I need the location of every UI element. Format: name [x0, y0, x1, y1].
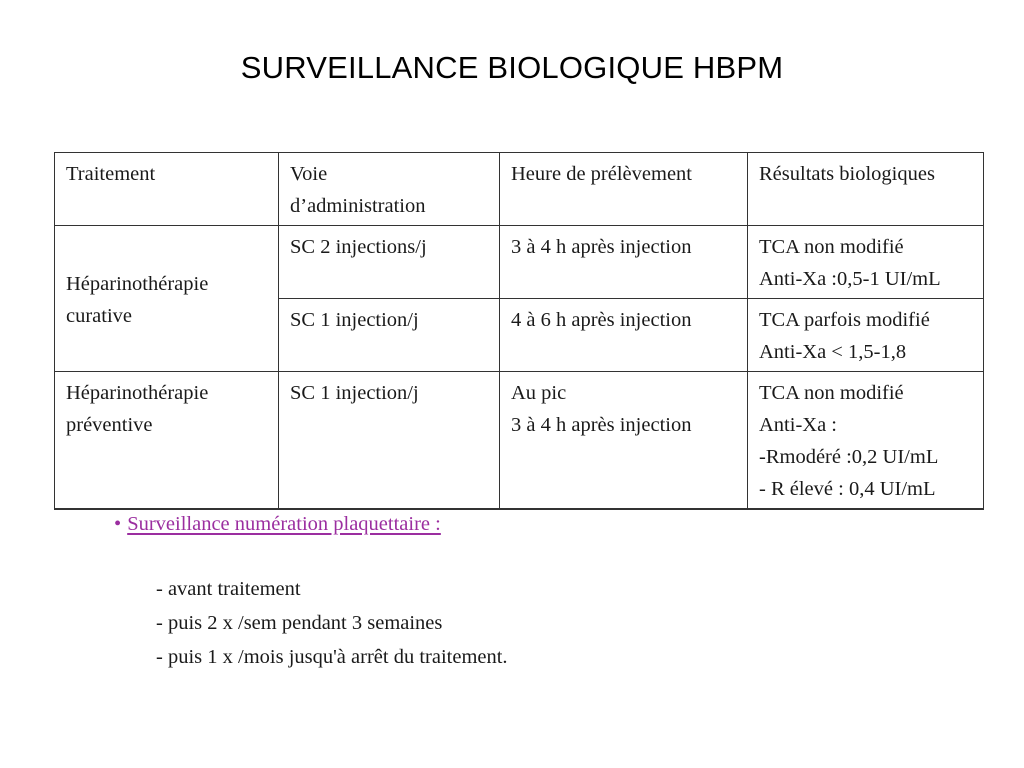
result-line1: TCA non modifié	[759, 382, 904, 404]
header-traitement-label: Traitement	[66, 163, 156, 185]
treatment-curative-line1: Héparinothérapie	[66, 272, 209, 295]
voie-text: SC 1 injection/j	[290, 309, 419, 331]
list-item: - avant traitement	[156, 578, 301, 600]
platelet-monitoring-heading: Surveillance numération plaquettaire :	[127, 513, 441, 535]
result-cell	[748, 299, 984, 372]
voie-cell	[279, 299, 500, 372]
header-heure	[500, 153, 748, 226]
slide-title: SURVEILLANCE BIOLOGIQUE HBPM	[240, 50, 784, 85]
heure-cell	[500, 226, 748, 299]
header-traitement	[55, 153, 279, 226]
list-item: - puis 1 x /mois jusqu'à arrêt du traitement.	[156, 646, 508, 668]
heure-text: 4 à 6 h après injection	[511, 309, 692, 331]
bullet-icon: •	[114, 513, 122, 535]
heure-cell	[500, 299, 748, 372]
heure-text: 3 à 4 h après injection	[511, 236, 692, 258]
voie-cell	[279, 226, 500, 299]
treatment-preventive-cell	[55, 372, 279, 510]
heure-line2: 3 à 4 h après injection	[511, 414, 692, 436]
treatment-curative-cell	[55, 226, 279, 372]
header-resultats-label: Résultats biologiques	[759, 163, 935, 185]
result-cell	[748, 226, 984, 299]
voie-cell	[279, 372, 500, 510]
result-line2: Anti-Xa :	[759, 414, 837, 436]
result-line1: TCA parfois modifié	[759, 309, 930, 331]
voie-text: SC 1 injection/j	[290, 382, 419, 404]
treatment-preventive-line1: Héparinothérapie	[66, 382, 209, 404]
heure-line1: Au pic	[511, 382, 567, 404]
treatment-curative-line2: curative	[66, 304, 133, 327]
header-voie-line2: d’administration	[290, 195, 426, 217]
table-row	[55, 226, 984, 299]
result-cell	[748, 372, 984, 510]
result-line2: Anti-Xa < 1,5-1,8	[759, 341, 907, 363]
platelet-monitoring-list	[156, 572, 508, 674]
header-voie	[279, 153, 500, 226]
heure-cell	[500, 372, 748, 510]
biological-monitoring-table	[54, 152, 984, 510]
header-voie-line1: Voie	[290, 163, 328, 185]
result-line3: -Rmodéré :0,2 UI/mL	[759, 446, 939, 468]
header-resultats	[748, 153, 984, 226]
result-line2: Anti-Xa :0,5-1 UI/mL	[759, 268, 941, 290]
header-heure-label: Heure de prélèvement	[511, 163, 692, 185]
result-line1: TCA non modifié	[759, 236, 904, 258]
table-header-row	[55, 153, 984, 226]
list-item: - puis 2 x /sem pendant 3 semaines	[156, 612, 443, 634]
bullet-heading-line	[114, 513, 508, 536]
treatment-preventive-line2: préventive	[66, 414, 153, 436]
table-row	[55, 372, 984, 510]
voie-text: SC 2 injections/j	[290, 236, 427, 258]
result-line4: - R élevé : 0,4 UI/mL	[759, 478, 936, 500]
platelet-monitoring-section	[114, 513, 508, 674]
